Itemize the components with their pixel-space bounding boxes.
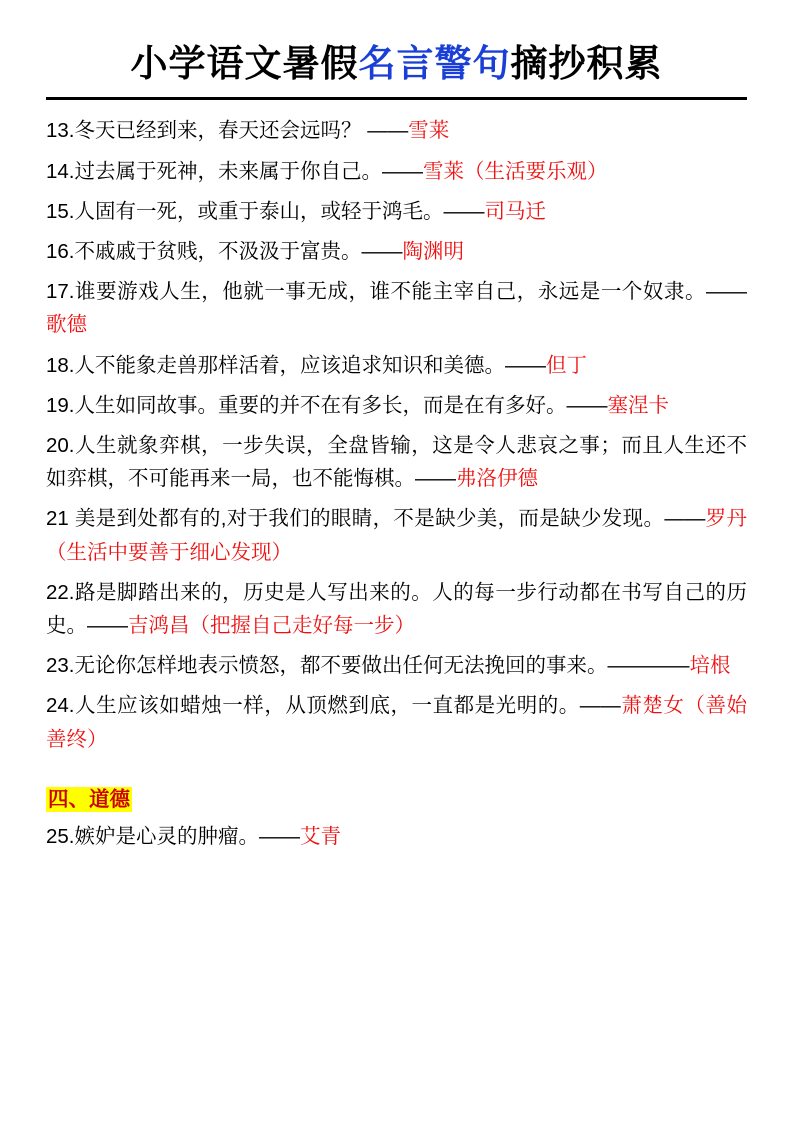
item-number: 21: [46, 507, 75, 531]
list-item: [46, 389, 747, 422]
item-author: 陶渊明: [402, 240, 464, 263]
item-text: 人固有一死，或重于泰山，或轻于鸿毛。——: [74, 199, 485, 223]
list-item: [46, 820, 747, 853]
item-number: 24.: [46, 694, 75, 718]
list-item: [46, 155, 747, 188]
item-text: 冬天已经到来，春天还会远吗？ ——: [74, 119, 409, 143]
list-item: [46, 114, 747, 147]
item-number: 15.: [46, 199, 75, 223]
item-text: 人不能象走兽那样活着，应该追求知识和美德。——: [74, 353, 546, 377]
list-item: [46, 429, 747, 495]
item-author: 雪莱（生活要乐观）: [423, 159, 608, 183]
section-heading-label: 四、道德: [48, 787, 130, 811]
item-author: 艾青: [300, 824, 341, 848]
list-item: [46, 195, 747, 228]
item-number: 18.: [46, 353, 75, 377]
item-number: 25.: [46, 824, 75, 848]
item-number: 13.: [46, 119, 75, 143]
item-text: 美是到处都有的,对于我们的眼睛，不是缺少美，而是缺少发现。——: [74, 507, 706, 531]
list-item: [46, 689, 747, 755]
item-text: 谁要游戏人生，他就一事无成，谁不能主宰自己，永远是一个奴隶。——: [74, 280, 747, 304]
item-author: 雪莱: [408, 119, 450, 143]
item-text: 过去属于死神，未来属于你自己。——: [74, 159, 423, 183]
item-number: 14.: [46, 159, 75, 183]
item-text: 嫉妒是心灵的肿瘤。——: [74, 824, 300, 848]
item-number: 20.: [46, 434, 75, 458]
content-list: [46, 114, 747, 853]
title-part1: 小学语文暑假: [130, 43, 359, 84]
list-item: [46, 649, 747, 682]
list-item: [46, 275, 747, 341]
title-highlight: 名言警句: [358, 43, 511, 84]
item-text: 人生应该如蜡烛一样，从顶燃到底，一直都是光明的。——: [74, 694, 621, 718]
item-author: 弗洛伊德: [456, 467, 538, 491]
item-text: 路是脚踏出来的，历史是人写出来的。人的每一步行动都在书写自己的历史。——: [46, 580, 747, 638]
section-heading: [46, 782, 747, 812]
item-text: 无论你怎样地表示愤怒，都不要做出任何无法挽回的事来。————: [74, 654, 690, 678]
list-item: [46, 576, 747, 642]
title-divider: [46, 97, 747, 100]
item-number: 22.: [46, 580, 75, 604]
item-text: 不戚戚于贫贱，不汲汲于富贵。——: [74, 240, 403, 263]
item-author: 吉鸿昌（把握自己走好每一步）: [128, 614, 415, 638]
item-number: 19.: [46, 393, 75, 417]
item-author: 培根: [689, 654, 731, 678]
list-item: [46, 349, 747, 382]
item-author: 司马迁: [484, 199, 546, 223]
item-number: 16.: [46, 240, 75, 263]
item-number: 23.: [46, 654, 75, 678]
item-author: 歌德: [46, 313, 87, 337]
item-text: 人生就象弈棋，一步失误，全盘皆输，这是令人悲哀之事；而且人生还不如弈棋，不可能再来一局，也不能悔棋。——: [46, 434, 747, 491]
item-text: 人生如同故事。重要的并不在有多长，而是在有多好。——: [74, 393, 608, 417]
item-author: 但丁: [546, 353, 587, 377]
item-number: 17.: [46, 280, 75, 304]
list-item: [46, 235, 747, 268]
item-author: 塞涅卡: [607, 393, 669, 417]
title-part2: 摘抄积累: [510, 43, 663, 84]
page-title: [46, 42, 747, 86]
item-author: 罗丹（生活中要善于细心发现）: [46, 507, 748, 564]
list-item: [46, 502, 747, 568]
item-author: 萧楚女（善始善终）: [46, 694, 748, 751]
